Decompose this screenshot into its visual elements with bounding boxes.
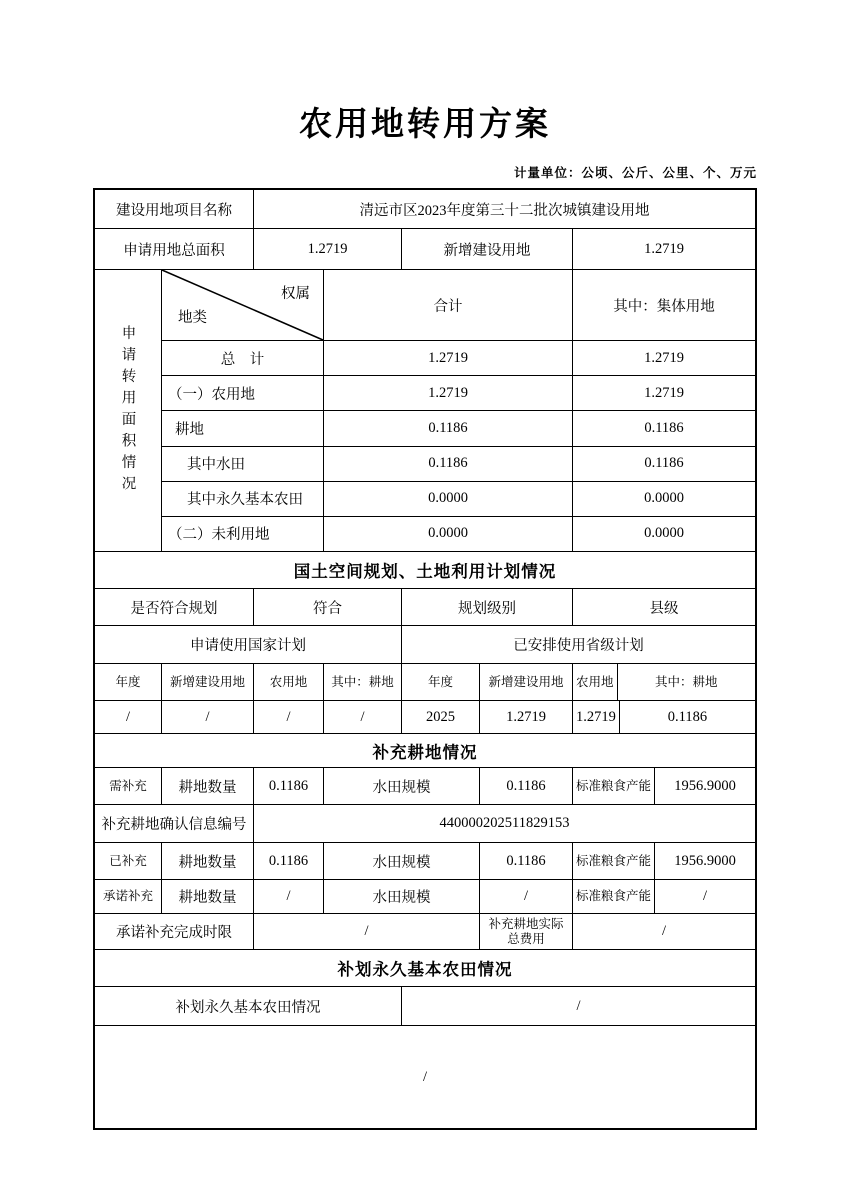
promised-capacity-value: / xyxy=(702,888,708,904)
nat-farmland-value: / xyxy=(254,701,324,733)
nat-newconstruction-value: / xyxy=(162,701,254,733)
conversion-block xyxy=(95,270,755,552)
diagonal-label-ownership: 权属 xyxy=(281,286,310,302)
conversion-row-farmland xyxy=(162,376,755,411)
new-construction-label: 新增建设用地 xyxy=(402,229,573,269)
plan-level-label: 规划级别 xyxy=(402,589,573,625)
row-label: （一）农用地 xyxy=(162,376,324,410)
row-label: 其中永久基本农田 xyxy=(162,482,324,516)
conversion-row-permanent-farmland xyxy=(162,482,755,517)
national-plan-label: 申请使用国家计划 xyxy=(95,626,402,663)
project-name-row xyxy=(95,190,755,229)
supplement-done-row xyxy=(95,843,755,880)
supplement-section-row xyxy=(95,734,755,768)
row-total-value: 1.2719 xyxy=(324,341,573,375)
conversion-row-unused xyxy=(162,517,755,551)
compliance-label: 是否符合规划 xyxy=(95,589,254,625)
row-collective-value: 0.1186 xyxy=(644,455,684,472)
prov-newconstruction-header: 新增建设用地 xyxy=(480,664,573,700)
nat-newconstruction-header: 新增建设用地 xyxy=(162,664,254,700)
col-header-collective: 其中：集体用地 xyxy=(613,298,715,315)
cost-label: 补充耕地实际总费用 xyxy=(480,914,573,949)
row-label: 耕地 xyxy=(162,411,324,445)
done-capacity-label: 标准粮食产能 xyxy=(573,843,655,879)
farmland-conversion-table xyxy=(93,188,757,1130)
deadline-label: 承诺补充完成时限 xyxy=(95,914,254,949)
need-qty-label: 耕地数量 xyxy=(162,768,254,804)
conversion-row-paddy xyxy=(162,447,755,482)
done-qty-value: 0.1186 xyxy=(254,843,324,879)
nat-cultivated-header: 其中：耕地 xyxy=(324,664,402,700)
row-collective-value: 0.0000 xyxy=(644,490,684,507)
planning-section-row xyxy=(95,552,755,589)
col-header-total: 合计 xyxy=(324,270,573,340)
conversion-side-label: 申请转用面积情况 xyxy=(95,270,162,551)
promised-qty-label: 耕地数量 xyxy=(162,880,254,913)
plan-level-value: 县级 xyxy=(649,600,679,617)
project-name-value: 清远市区2023年度第三十二批次城镇建设用地 xyxy=(359,202,650,219)
planning-section-title: 国土空间规划、土地利用计划情况 xyxy=(293,562,557,581)
basic-farmland-section-row xyxy=(95,950,755,987)
promised-capacity-label: 标准粮食产能 xyxy=(573,880,655,913)
basic-farmland-row xyxy=(95,987,755,1026)
need-capacity-label: 标准粮食产能 xyxy=(573,768,655,804)
compliance-row xyxy=(95,589,755,626)
supplement-section-title: 补充耕地情况 xyxy=(372,742,478,762)
promised-qty-value: / xyxy=(254,880,324,913)
need-paddy-label: 水田规模 xyxy=(324,768,480,804)
need-qty-value: 0.1186 xyxy=(254,768,324,804)
done-type: 已补充 xyxy=(95,843,162,879)
prov-newconstruction-value: 1.2719 xyxy=(480,701,573,733)
promised-paddy-label: 水田规模 xyxy=(324,880,480,913)
plan-split-row xyxy=(95,626,755,664)
supplement-promised-row xyxy=(95,880,755,914)
prov-year-header: 年度 xyxy=(402,664,480,700)
remark-row xyxy=(95,1026,755,1128)
plan-headers-row xyxy=(95,664,755,701)
diagonal-line xyxy=(162,270,323,340)
row-label: 其中水田 xyxy=(162,447,324,481)
confirm-number-row xyxy=(95,805,755,843)
prov-cultivated-value: 0.1186 xyxy=(667,708,708,725)
conversion-subtable xyxy=(162,270,755,551)
diagonal-label-landtype: 地类 xyxy=(178,310,207,326)
done-capacity-value: 1956.9000 xyxy=(674,852,736,869)
row-total-value: 0.1186 xyxy=(324,447,573,481)
need-type: 需补充 xyxy=(95,768,162,804)
prov-cultivated-header: 其中：耕地 xyxy=(655,674,718,689)
row-collective-value: 1.2719 xyxy=(644,384,684,401)
nat-year-header: 年度 xyxy=(95,664,162,700)
row-label: （二）未利用地 xyxy=(162,517,324,551)
row-collective-value: 0.1186 xyxy=(644,419,684,436)
row-total-value: 0.0000 xyxy=(324,482,573,516)
row-collective-value: 0.0000 xyxy=(644,525,684,542)
provincial-plan-label: 已安排使用省级计划 xyxy=(513,638,644,654)
need-capacity-value: 1956.9000 xyxy=(674,777,736,794)
nat-cultivated-value: / xyxy=(324,701,402,733)
row-label: 总 计 xyxy=(162,341,324,375)
project-name-label: 建设用地项目名称 xyxy=(95,190,254,228)
diagonal-header-cell xyxy=(162,270,324,340)
basic-farmland-value: / xyxy=(576,997,581,1014)
row-total-value: 0.1186 xyxy=(324,411,573,445)
row-collective-value: 1.2719 xyxy=(644,349,684,366)
row-total-value: 1.2719 xyxy=(324,376,573,410)
conversion-header-row xyxy=(162,270,755,341)
plan-values-row xyxy=(95,701,755,734)
done-paddy-label: 水田规模 xyxy=(324,843,480,879)
row-total-value: 0.0000 xyxy=(324,517,573,551)
done-qty-label: 耕地数量 xyxy=(162,843,254,879)
need-paddy-value: 0.1186 xyxy=(480,768,573,804)
promised-paddy-value: / xyxy=(480,880,573,913)
basic-farmland-label: 补划永久基本农田情况 xyxy=(95,987,402,1025)
new-construction-value: 1.2719 xyxy=(644,240,684,257)
prov-year-value: 2025 xyxy=(402,701,480,733)
deadline-cost-row xyxy=(95,914,755,950)
unit-note: 计量单位：公顷、公斤、公里、个、万元 xyxy=(513,166,757,180)
prov-farmland-header: 农用地 xyxy=(573,664,618,700)
conversion-row-total xyxy=(162,341,755,376)
total-area-row xyxy=(95,229,755,270)
remark-value: / xyxy=(422,1068,428,1085)
total-area-label: 申请用地总面积 xyxy=(95,229,254,269)
conversion-row-cultivated xyxy=(162,411,755,446)
page-title: 农用地转用方案 xyxy=(299,107,551,143)
supplement-need-row xyxy=(95,768,755,805)
confirm-number-value: 440000202511829153 xyxy=(439,815,570,831)
done-paddy-value: 0.1186 xyxy=(480,843,573,879)
nat-year-value: / xyxy=(95,701,162,733)
compliance-value: 符合 xyxy=(254,589,402,625)
deadline-value: / xyxy=(254,914,480,949)
total-area-value: 1.2719 xyxy=(254,229,402,269)
promised-type: 承诺补充 xyxy=(95,880,162,913)
cost-value: / xyxy=(661,923,667,939)
basic-farmland-section-title: 补划永久基本农田情况 xyxy=(337,960,513,979)
nat-farmland-header: 农用地 xyxy=(254,664,324,700)
prov-farmland-value: 1.2719 xyxy=(573,701,620,733)
confirm-number-label: 补充耕地确认信息编号 xyxy=(95,805,254,842)
